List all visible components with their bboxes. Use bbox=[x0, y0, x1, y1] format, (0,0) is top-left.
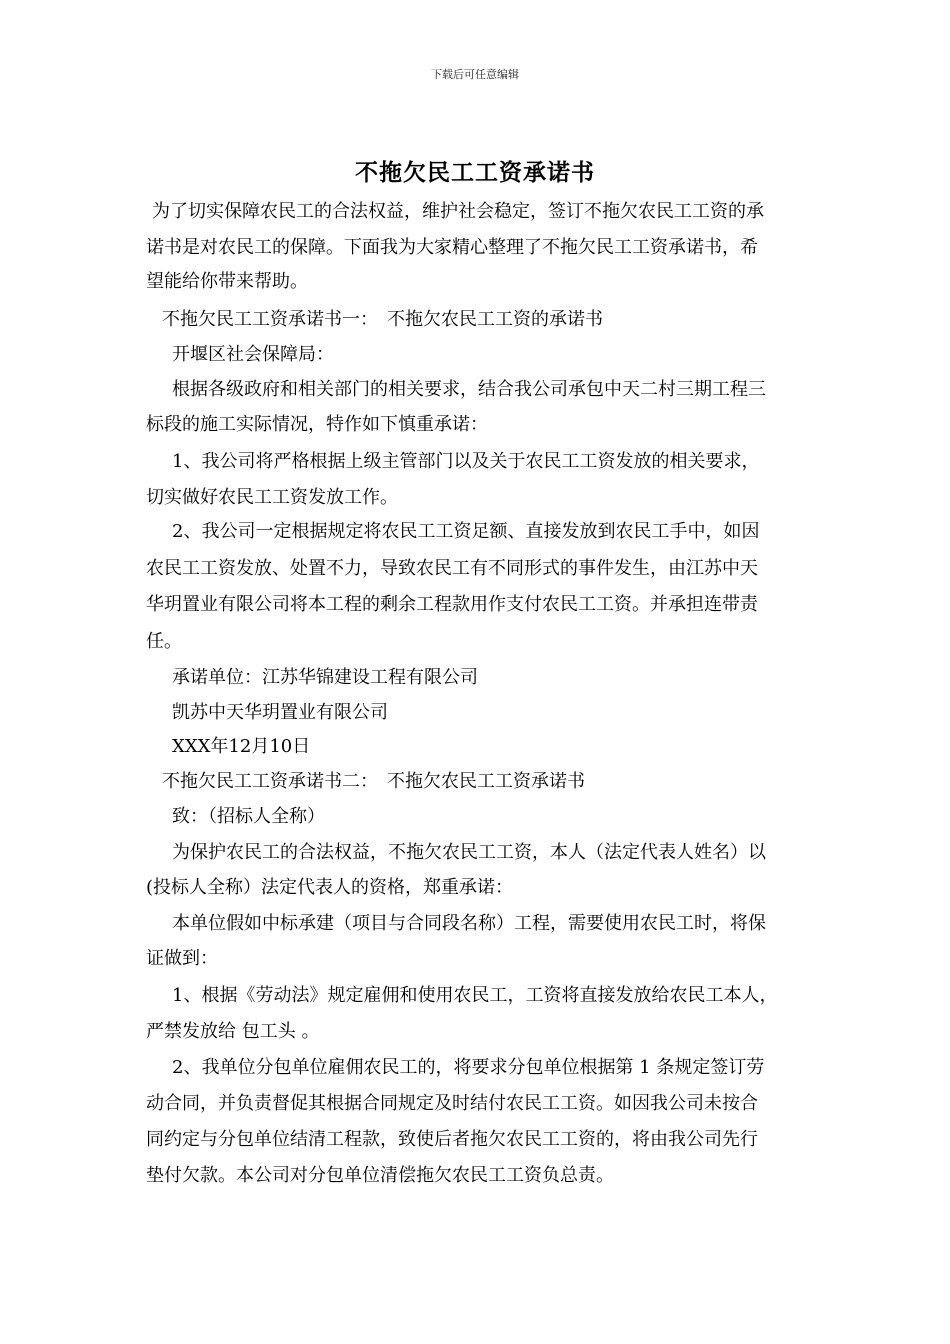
paragraph-line: 本单位假如中标承建（项目与合同段名称）工程，需要使用农民工时，将保 bbox=[172, 913, 766, 934]
paragraph-line: 农民工工资发放、处置不力，导致农民工有不同形式的事件发生，由江苏中天 bbox=[146, 558, 758, 579]
paragraph-line: 为了切实保障农民工的合法权益，维护社会稳定，签订不拖欠农民工工资的承 bbox=[152, 201, 764, 222]
paragraph-line: 开堰区社会保障局： bbox=[172, 344, 334, 365]
paragraph-line: 凯苏中天华玥置业有限公司 bbox=[172, 702, 388, 723]
paragraph-line: 望能给你带来帮助。 bbox=[146, 271, 308, 292]
paragraph-line: 华玥置业有限公司将本工程的剩余工程款用作支付农民工工资。并承担连带责 bbox=[146, 594, 758, 615]
header-note: 下载后可任意编辑 bbox=[431, 68, 519, 81]
paragraph-line: 垫付欠款。本公司对分包单位清偿拖欠农民工工资负总责。 bbox=[146, 1165, 614, 1186]
paragraph-line: 诺书是对农民工的保障。下面我为大家精心整理了不拖欠民工工资承诺书，希 bbox=[146, 237, 758, 258]
paragraph-line: 承诺单位：江苏华锦建设工程有限公司 bbox=[172, 667, 478, 688]
section-heading: 不拖欠民工工资承诺书一： 不拖欠农民工工资的承诺书 bbox=[162, 309, 603, 330]
paragraph-line: 动合同，并负责督促其根据合同规定及时结付农民工工资。如因我公司未按合 bbox=[146, 1093, 758, 1114]
section-heading: 不拖欠民工工资承诺书二： 不拖欠农民工工资承诺书 bbox=[162, 771, 585, 792]
paragraph-line: 为保护农民工的合法权益，不拖欠农民工工资，本人（法定代表人姓名）以 bbox=[172, 842, 766, 863]
date-line: XXX年12月10日 bbox=[172, 736, 311, 757]
paragraph-line: 任。 bbox=[146, 631, 182, 652]
paragraph-line: (投标人全称）法定代表人的资格，郑重承诺： bbox=[146, 877, 514, 898]
paragraph-line: 1、我公司将严格根据上级主管部门以及关于农民工工资发放的相关要求， bbox=[172, 451, 760, 472]
paragraph-line: 1、根据《劳动法》规定雇佣和使用农民工，工资将直接发放给农民工本人， bbox=[172, 985, 778, 1006]
paragraph-line: 标段的施工实际情况，特作如下慎重承诺： bbox=[146, 414, 488, 435]
paragraph-line: 2、我公司一定根据规定将农民工工资足额、直接发放到农民工手中，如因 bbox=[172, 521, 760, 542]
document-title: 不拖欠民工工资承诺书 bbox=[355, 159, 595, 186]
paragraph-line: 证做到： bbox=[146, 948, 218, 969]
paragraph-line: 切实做好农民工工资发放工作。 bbox=[146, 487, 398, 508]
paragraph-line: 同约定与分包单位结清工程款，致使后者拖欠农民工工资的，将由我公司先行 bbox=[146, 1129, 758, 1150]
paragraph-line: 严禁发放给 包工头 。 bbox=[146, 1021, 320, 1042]
paragraph-line: 2、我单位分包单位雇佣农民工的，将要求分包单位根据第 1 条规定签订劳 bbox=[172, 1057, 765, 1078]
paragraph-line: 致：（招标人全称） bbox=[172, 806, 325, 827]
paragraph-line: 根据各级政府和相关部门的相关要求，结合我公司承包中天二村三期工程三 bbox=[172, 379, 766, 400]
